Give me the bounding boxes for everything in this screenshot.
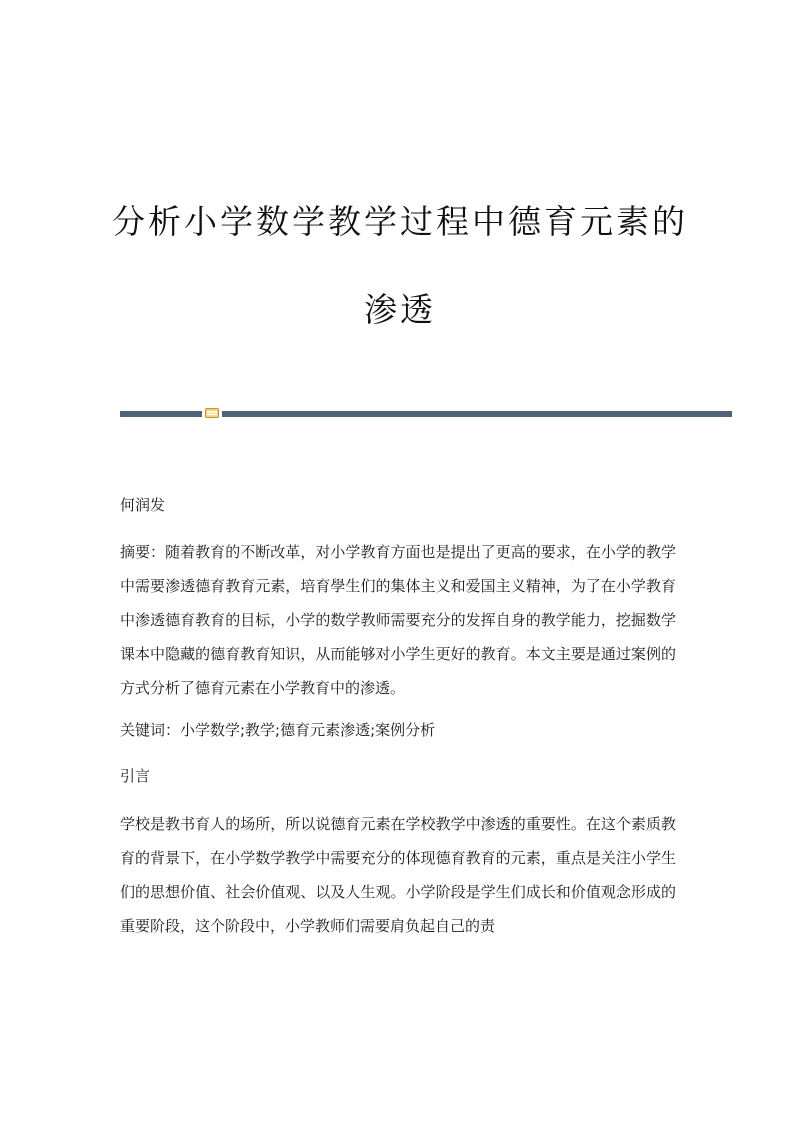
document-body [120, 488, 676, 953]
divider-bar-left [120, 411, 202, 417]
divider-bar-right [222, 411, 732, 417]
document-title: 分析小学数学教学过程中德育元素的渗透 [112, 202, 688, 329]
divider-badge-icon [205, 408, 219, 418]
keywords-line: 关键词：小学数学;教学;德育元素渗透;案例分析 [120, 721, 436, 739]
title-divider [120, 408, 732, 418]
intro-paragraph: 学校是教书育人的场所，所以说德育元素在学校教学中渗透的重要性。在这个素质教育的背景下，在小学数学教学中需要充分的体现德育教育的元素，重点是关注小学生们的思想价值、社会价值观、以及人生观。小学阶段是学生们成长和价值观念形成的重要阶段，这个阶段中，小学教师们需要肩负起自己的责 [120, 815, 676, 935]
intro-heading: 引言 [120, 767, 151, 785]
author-name: 何润发 [120, 496, 166, 514]
abstract-paragraph: 摘要：随着教育的不断改革，对小学教育方面也是提出了更高的要求，在小学的教学中需要渗透德育教育元素，培育學生们的集体主义和爱国主义精神，为了在小学教育中渗透德育教育的目标，小学的数学教师需要充分的发挥自身的教学能力，挖掘数学课本中隐藏的德育教育知识，从而能够对小学生更好的教育。本文主要是通过案例的方式分析了德育元素在小学教育中的渗透。 [120, 543, 676, 697]
